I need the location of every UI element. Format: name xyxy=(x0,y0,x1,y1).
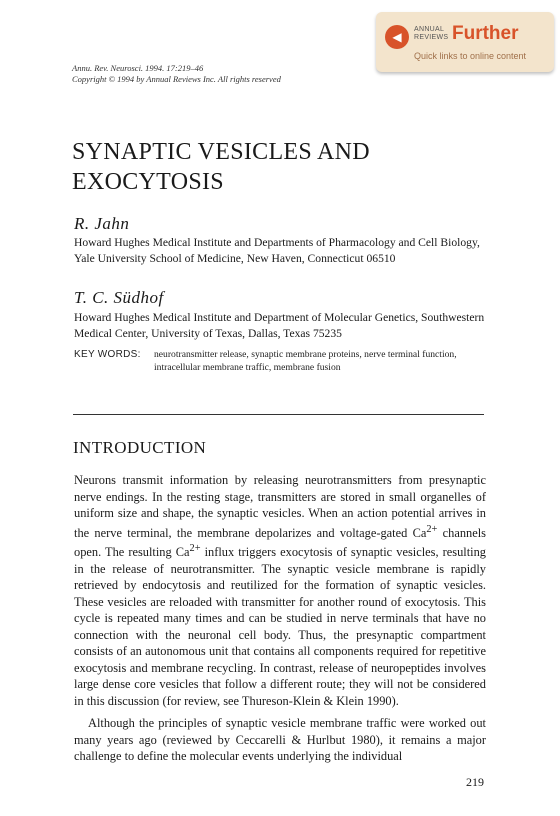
copyright-line: Copyright © 1994 by Annual Reviews Inc. All rights reserved xyxy=(72,74,281,84)
banner-further-word: Further xyxy=(452,23,519,44)
page-number: 219 xyxy=(466,775,484,789)
author-name: R. Jahn xyxy=(74,214,130,233)
superscript: 2+ xyxy=(426,523,438,535)
section-divider xyxy=(73,414,484,415)
author-affiliation: Howard Hughes Medical Institute and Departments of Pharmacology and Cell Biology, Yale University School of Medicine, New Haven, Connecticut 06510 xyxy=(74,236,480,265)
keywords-list: neurotransmitter release, synaptic membrane proteins, nerve terminal function, intracellular membrane traffic, membrane fusion xyxy=(154,349,457,373)
paragraph-text: channels open. The resulting Ca xyxy=(74,525,487,560)
further-banner[interactable] xyxy=(376,12,554,72)
article-title: SYNAPTIC VESICLES AND EXOCYTOSIS xyxy=(72,139,370,195)
body-paragraph xyxy=(74,472,486,709)
superscript: 2+ xyxy=(189,543,201,555)
banner-brand-line1: ANNUAL xyxy=(414,26,445,33)
banner-tagline[interactable]: Quick links to online content xyxy=(414,51,527,61)
author-name: T. C. Südhof xyxy=(74,288,164,307)
journal-citation: Annu. Rev. Neurosci. 1994. 17:219–46 xyxy=(72,63,204,73)
paragraph-text: influx triggers exocytosis of synaptic vesicles, resulting in the release of neurotransmitter. The synaptic vesicle membrane is rapidly retrieved by endocytosis and reutilized for the formation of synaptic vesicles. These vesicles are reloaded with transmitter for another round of exocytosis. This cycle is repeated many times and can be studied in nerve terminals that have no connection with the neuronal cell body. Thus, the presynaptic compartment consists of an autonomous unit that contains all components required for repetitive exocytosis and membrane recycling. In contrast, release of neuropeptides involves large dense core vesicles that follow a different route; they will not be considered in this discussion (for review, see Thureson-Klein & Klein 1990). xyxy=(74,545,486,708)
section-heading: INTRODUCTION xyxy=(73,438,207,457)
banner-brand-line2: REVIEWS xyxy=(414,34,449,41)
paragraph-text: Neurons transmit information by releasing neurotransmitters from presynaptic nerve endings. In the resting stage, transmitters are stored in small organelles of uniform size and shape, the synaptic vesicles. When an action potential arrives in the nerve terminal, the membrane depolarizes and voltage-gated Ca xyxy=(74,473,486,540)
author-affiliation: Howard Hughes Medical Institute and Department of Molecular Genetics, Southwestern Medical Center, University of Texas, Dallas, Texas 75235 xyxy=(74,311,485,340)
keywords-label: KEY WORDS: xyxy=(74,349,141,360)
speaker-icon: ◀ xyxy=(385,25,409,49)
body-paragraph: Although the principles of synaptic vesicle membrane traffic were worked out many years ago (reviewed by Ceccarelli & Hurlbut 1980), it remains a major challenge to define the molecular events underlying the individual xyxy=(74,716,486,763)
